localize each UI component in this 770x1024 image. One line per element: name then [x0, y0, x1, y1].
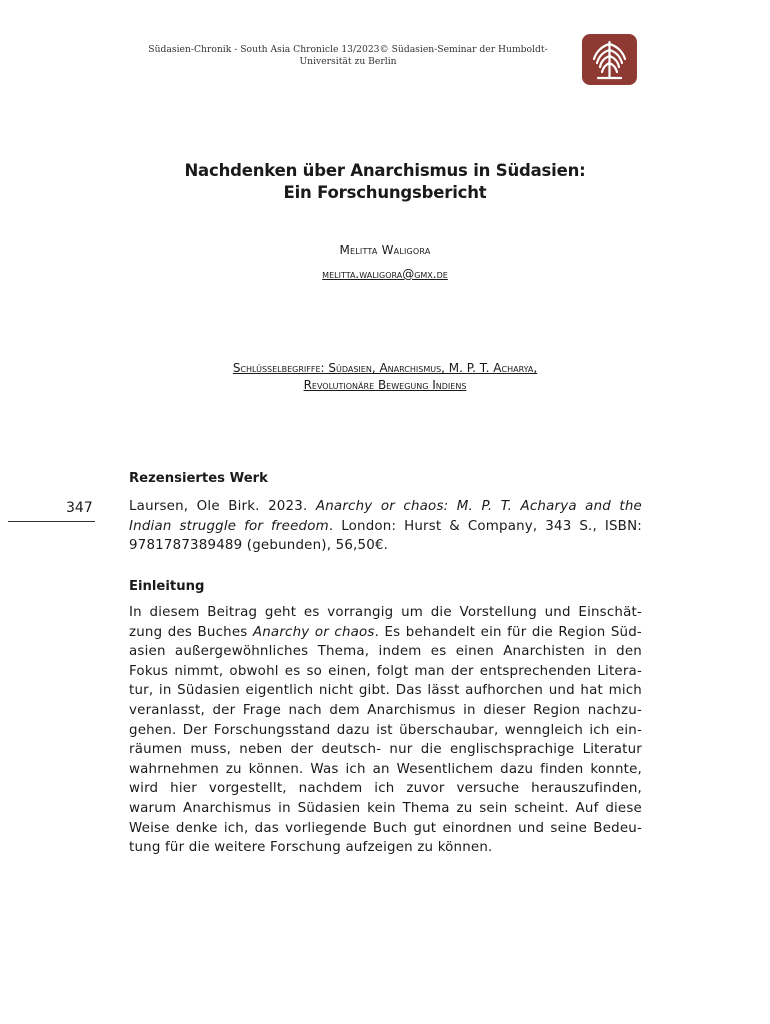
intro-heading: Einleitung	[129, 579, 205, 594]
author-email-link[interactable]: melitta.waligora@gmx.de	[322, 267, 448, 281]
paragraph-line: warum Anarchismus in Südasien kein Thema zu sein scheint. Auf diese	[129, 800, 642, 816]
citation-line: 9781787389489 (gebunden), 56,50€.	[129, 538, 389, 554]
journal-header-line2: Universität zu Berlin	[299, 56, 397, 67]
paragraph-line: asien außergewöhnliches Thema, indem es einen Anarchisten in den	[129, 644, 642, 660]
article-title-line2: Ein Forschungsbericht	[283, 183, 487, 202]
author-name: Melitta Waligora	[339, 243, 431, 257]
paragraph-line: wahrnehmen zu können. Was ich an Wesentlichem dazu finden konnte,	[129, 761, 642, 777]
paragraph-line: In diesem Beitrag geht es vorrangig um die Vorstellung und Einschät-	[129, 605, 642, 620]
article-title-line1: Nachdenken über Anarchismus in Südasien:	[184, 161, 586, 180]
paragraph-line: zung des Buches Anarchy or chaos. Es behandelt ein für die Region Süd-	[129, 624, 642, 640]
keywords-line2: Revolutionäre Bewegung Indiens	[303, 378, 467, 392]
paragraph-line: Fokus nimmt, obwohl es so einen, folgt man der entsprechenden Litera-	[129, 663, 642, 679]
paragraph-line: gehen. Der Forschungsstand dazu ist überschaubar, wenngleich ich ein-	[129, 722, 642, 738]
citation-line: Indian struggle for freedom. London: Hurst & Company, 343 S., ISBN:	[129, 518, 642, 534]
review-heading: Rezensiertes Werk	[129, 471, 268, 486]
paragraph-line: Weise denke ich, das vorliegende Buch gut einordnen und seine Bedeu-	[129, 820, 642, 836]
tree-emblem-icon	[582, 34, 637, 85]
paragraph-line: tung für die weitere Forschung aufzeigen zu können.	[129, 840, 493, 856]
paragraph-line: räumen muss, neben der deutsch- nur die englischsprachige Literatur	[129, 742, 642, 758]
page-number-rule	[8, 521, 95, 522]
journal-header	[118, 44, 578, 68]
keywords	[130, 360, 640, 394]
citation-line: Laursen, Ole Birk. 2023. Anarchy or chaos: M. P. T. Acharya and the	[129, 499, 642, 514]
keywords-line1: Schlüsselbegriffe: Südasien, Anarchismus, M. P. T. Acharya,	[232, 361, 538, 375]
intro-paragraph	[129, 603, 642, 858]
paragraph-line: tur, in Südasien eigentlich nicht gibt. Das lässt aufhorchen und hat mich	[129, 683, 642, 699]
page-number: 347	[66, 500, 93, 516]
reviewed-work-citation	[129, 497, 642, 556]
article-title	[100, 160, 670, 204]
paragraph-line: wird hier vorgestellt, nachdem ich zuvor versuche herauszufinden,	[129, 781, 642, 797]
paragraph-line: veranlasst, der Frage nach dem Anarchismus in dieser Region nachzu-	[129, 702, 642, 718]
journal-header-line1: Südasien-Chronik - South Asia Chronicle 13/2023© Südasien-Seminar der Humboldt-	[148, 44, 548, 55]
